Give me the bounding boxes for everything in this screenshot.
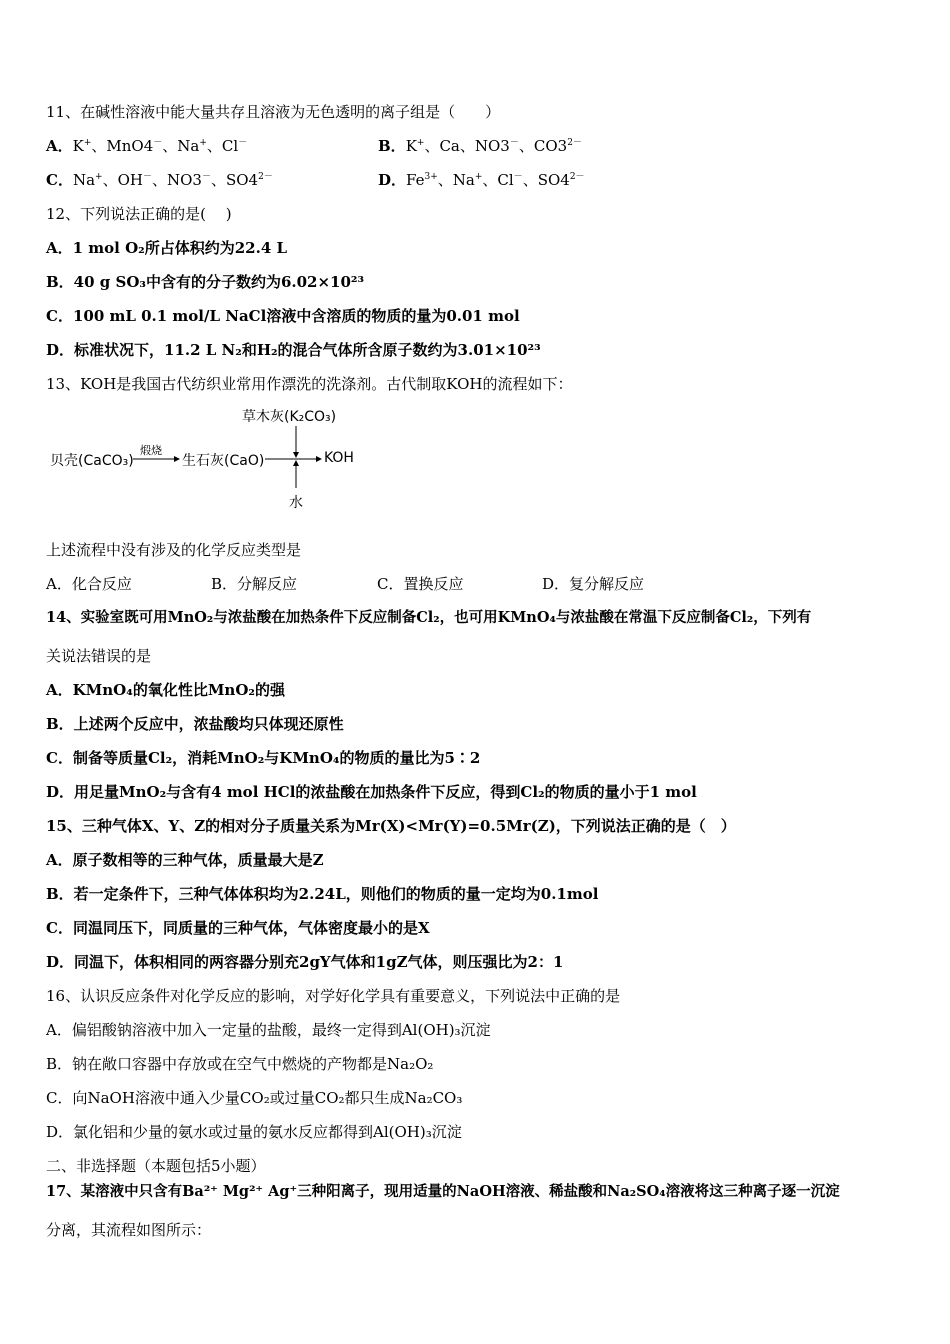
q14-option-b: B．上述两个反应中，浓盐酸均只体现还原性 [46,715,344,733]
koh-arrowhead [316,456,322,462]
water-arrowhead [293,460,299,466]
q13-option-b: B．分解反应 [211,575,298,593]
q14-option-a: A．KMnO₄的氧化性比MnO₂的强 [46,681,285,699]
q15-option-a: A．原子数相等的三种气体，质量最大是Z [46,851,324,869]
q13-question: 上述流程中没有涉及的化学反应类型是 [46,541,302,559]
q15-option-c: C．同温同压下，同质量的三种气体，气体密度最小的是X [46,919,430,937]
q14-stem-line1: 14、实验室既可用MnO₂与浓盐酸在加热条件下反应制备Cl₂，也可用KMnO₄与浓盐酸在常温下反应制备Cl₂，下列有 [46,609,812,626]
q13-flow-diagram [46,404,376,516]
section-heading: 二、非选择题（本题包括5小题） [46,1157,266,1175]
q11-option-b: B．K+、Ca、NO3－、$CO3^{2-}$ [378,137,582,155]
q11-option-c: C．Na+、OH－、NO3－、$SO4^{2-}$ [46,171,273,189]
q12-option-b: B．40 g SO₃中含有的分子数约为6.02×10²³ [46,273,365,291]
diagram-start-label: 贝壳(CaCO₃) [50,453,134,469]
q12-option-a: A．1 mol O₂所占体积约为22.4 L [46,239,288,257]
q16-stem: 16、认识反应条件对化学反应的影响，对学好化学具有重要意义，下列说法中正确的是 [46,987,621,1005]
q11-stem: 11、在碱性溶液中能大量共存且溶液为无色透明的离子组是（ ） [46,103,501,121]
q17-stem-line1: 17、某溶液中只含有Ba²⁺ Mg²⁺ Ag⁺三种阳离子，现用适量的NaOH溶液、稀盐酸和Na₂SO₄溶液将这三种离子逐一沉淀 [46,1183,840,1200]
diagram-top-label: 草木灰(K₂CO₃) [242,409,337,425]
q14-option-d: D．用足量MnO₂与含有4 mol HCl的浓盐酸在加热条件下反应，得到Cl₂的物质的量小于1 mol [46,783,697,801]
diagram-end-label: KOH [324,450,354,466]
q16-option-c: C．向NaOH溶液中通入少量CO₂或过量CO₂都只生成Na₂CO₃ [46,1089,463,1107]
q12-stem: 12、下列说法正确的是( ) [46,205,232,223]
q13-option-c: C．置换反应 [377,575,464,593]
q12-option-c: C．100 mL 0.1 mol/L NaCl溶液中含溶质的物质的量为0.01 mol [46,307,520,325]
k2co3-arrowhead [293,452,299,458]
diagram-bottom-label: 水 [289,495,303,511]
q13-option-d: D．复分解反应 [542,575,645,593]
q14-stem-line2: 关说法错误的是 [46,647,152,665]
q16-option-a: A．偏铝酸钠溶液中加入一定量的盐酸，最终一定得到Al(OH)₃沉淀 [46,1021,491,1039]
q16-option-b: B．钠在敞口容器中存放或在空气中燃烧的产物都是Na₂O₂ [46,1055,434,1073]
q13-option-a: A．化合反应 [46,575,132,593]
q13-stem: 13、KOH是我国古代纺织业常用作漂洗的洗涤剂。古代制取KOH的流程如下： [46,375,573,393]
q14-option-c: C．制备等质量Cl₂，消耗MnO₂与KMnO₄的物质的量比为5∶2 [46,749,481,767]
q17-stem-line2: 分离，其流程如图所示： [46,1221,212,1239]
q16-option-d: D．氯化铝和少量的氨水或过量的氨水反应都得到Al(OH)₃沉淀 [46,1123,462,1141]
diagram-middle-label: 生石灰(CaO) [182,453,265,469]
calcination-arrowhead [174,456,180,462]
q15-option-b: B．若一定条件下，三种气体体积均为2.24L，则他们的物质的量一定均为0.1mol [46,885,599,903]
q15-stem: 15、三种气体X、Y、Z的相对分子质量关系为Mr(X)<Mr(Y)=0.5Mr(Z)，下列说法正确的是（ ） [46,817,736,835]
q11-option-a: A．K+、MnO4－、Na+、Cl－ [46,137,248,155]
q15-option-d: D．同温下，体积相同的两容器分别充2gY气体和1gZ气体，则压强比为2：1 [46,953,564,971]
diagram-arrow-label: 煅烧 [140,444,162,457]
q11-option-d: D．$Fe^{3+}$、Na+、Cl－、$SO4^{2-}$ [378,171,585,189]
q12-option-d: D．标准状况下，11.2 L N₂和H₂的混合气体所含原子数约为3.01×10²³ [46,341,541,359]
